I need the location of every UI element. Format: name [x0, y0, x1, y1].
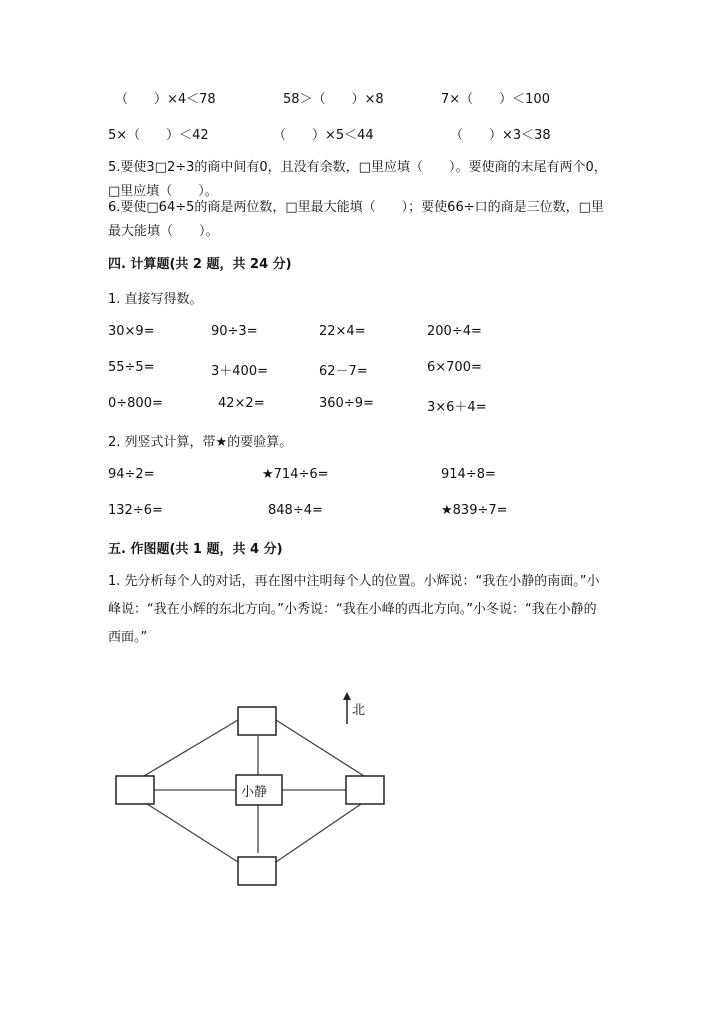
box-east	[346, 776, 384, 804]
compare-r1-c2: 58＞（ ）×8	[283, 92, 384, 107]
north-label: 北	[352, 703, 366, 718]
line-top-left	[144, 720, 238, 776]
compare-r1-c3: 7×（ ）＜100	[441, 92, 550, 107]
direct-r3-c4: 3×6＋4=	[427, 400, 487, 415]
vertical-r2-c3: ★839÷7=	[441, 503, 508, 518]
direct-r3-c2: 42×2=	[218, 396, 265, 411]
line-bottom-right	[276, 802, 364, 862]
vertical-r2-c1: 132÷6=	[108, 503, 163, 518]
direct-r1-c1: 30×9=	[108, 324, 155, 339]
direct-r1-c3: 22×4=	[319, 324, 366, 339]
vertical-r2-c2: 848÷4=	[268, 503, 323, 518]
direct-r1-c2: 90÷3=	[211, 324, 258, 339]
section-4-q1-label: 1. 直接写得数。	[108, 292, 203, 307]
question-5: 5.要使3□2÷3的商中间有0，且没有余数，□里应填（ ）。要使商的末尾有两个0，□里应填（ ）。	[108, 160, 607, 199]
box-west	[116, 776, 154, 804]
compare-r2-c3: （ ）×3＜38	[450, 128, 551, 143]
direct-r2-c3: 62－7=	[319, 364, 368, 379]
line-bottom-left	[144, 802, 238, 862]
box-south	[238, 857, 276, 885]
direct-r2-c2: 3＋400=	[211, 364, 268, 379]
vertical-r1-c1: 94÷2=	[108, 467, 155, 482]
direct-r1-c4: 200÷4=	[427, 324, 482, 339]
center-label: 小静	[241, 785, 268, 800]
direct-r2-c4: 6×700=	[427, 360, 482, 375]
direct-r3-c3: 360÷9=	[319, 396, 374, 411]
compare-r2-c2: （ ）×5＜44	[273, 128, 374, 143]
compare-r1-c1: （ ）×4＜78	[115, 92, 216, 107]
section-4-q2-label: 2. 列竖式计算，带★的要验算。	[108, 435, 293, 450]
compare-r2-c1: 5×（ ）＜42	[108, 128, 209, 143]
direct-r3-c1: 0÷800=	[108, 396, 163, 411]
box-north	[238, 707, 276, 735]
vertical-r1-c3: 914÷8=	[441, 467, 496, 482]
question-6: 6.要使□64÷5的商是两位数，□里最大能填（ ）；要使66÷口的商是三位数，□里最大能填（ ）。	[108, 200, 604, 239]
line-top-right	[276, 720, 364, 776]
section-5-q1-text: 1. 先分析每个人的对话，再在图中注明每个人的位置。小辉说：“我在小静的南面。”小峰说：“我在小辉的东北方向。”小秀说：“我在小峰的西北方向。”小冬说：“我在小静的西面。”	[108, 574, 600, 645]
vertical-r1-c2: ★714÷6=	[262, 467, 329, 482]
section-5-title: 五. 作图题(共 1 题，共 4 分)	[108, 542, 283, 557]
north-arrow-icon	[343, 692, 351, 724]
section-4-title: 四. 计算题(共 2 题，共 24 分)	[108, 257, 292, 272]
direct-r2-c1: 55÷5=	[108, 360, 155, 375]
